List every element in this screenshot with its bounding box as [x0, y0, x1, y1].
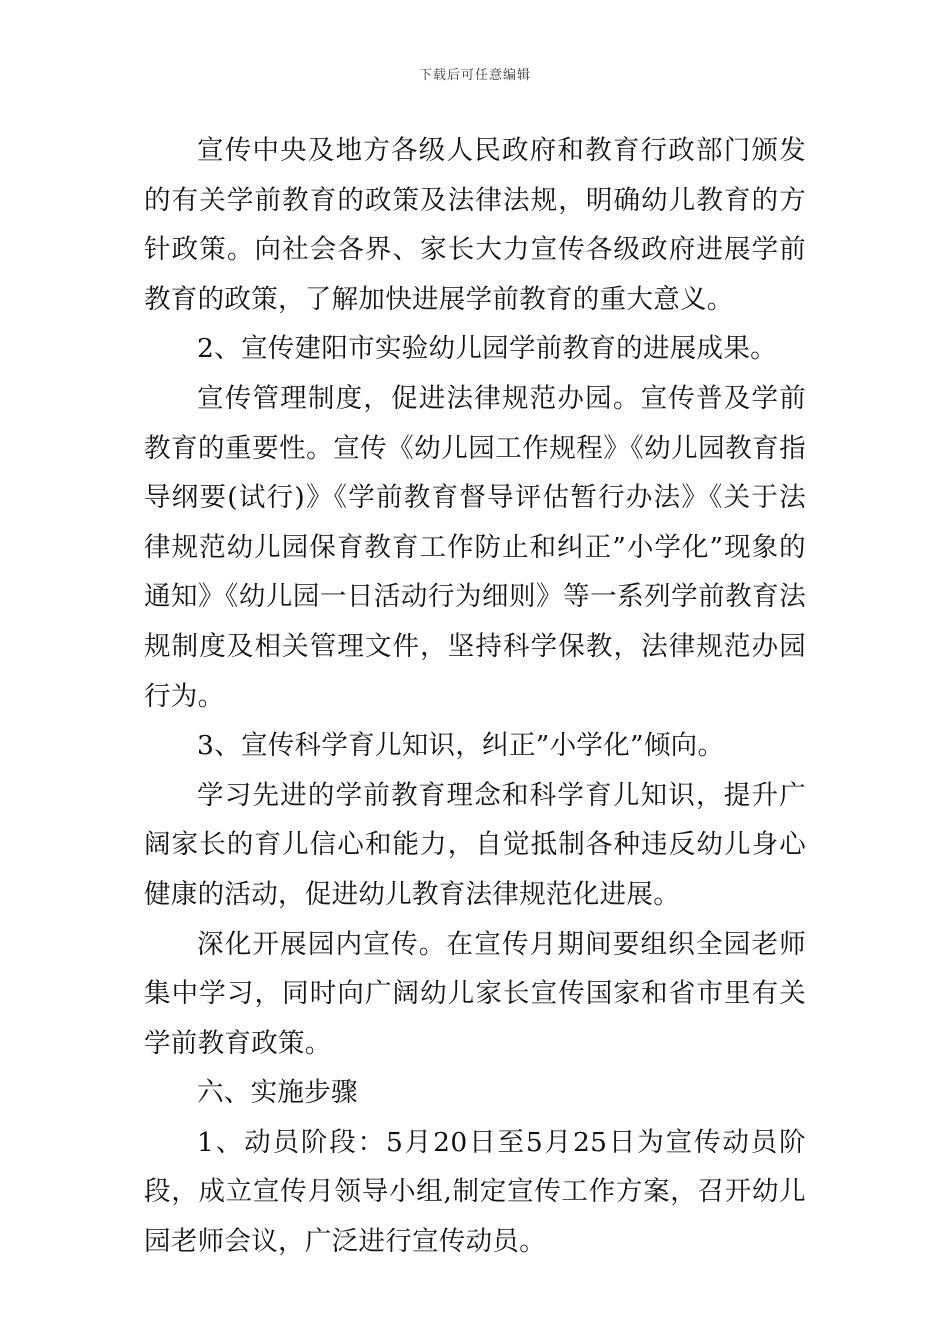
paragraph-mobilization-stage: 1、动员阶段：5月20日至5月25日为宣传动员阶段，成立宣传月领导小组,制定宣传工作方案，召开幼儿园老师会议，广泛进行宣传动员。: [144, 1126, 806, 1258]
paragraph-management-system: 宣传管理制度，促进法律规范办园。宣传普及学前教育的重要性。宣传《幼儿园工作规程》《幼儿园教育指导纲要(试行)》《学前教育督导评估暂行办法》《关于法律规范幼儿园保育教育工作防止和纠正”小学化”现象的通知》《幼儿园一日活动行为细则》等一系列学前教育法规制度及相关管理文件，坚持科学保教，法律规范办园行为。: [144, 382, 806, 712]
paragraph-item-3-heading: 3、宣传科学育儿知识，纠正”小学化”倾向。: [197, 730, 725, 762]
paragraph-publicize-policies: 宣传中央及地方各级人民政府和教育行政部门颁发的有关学前教育的政策及法律法规，明确幼儿教育的方针政策。向社会各界、家长大力宣传各级政府进展学前教育的政策，了解加快进展学前教育的重大意义。: [144, 135, 806, 315]
paragraph-in-school-publicity: 深化开展园内宣传。在宣传月期间要组织全园老师集中学习，同时向广阔幼儿家长宣传国家和省市里有关学前教育政策。: [144, 928, 806, 1059]
header-editable-note: 下载后可任意编辑: [418, 68, 531, 83]
section-heading-implementation-steps: 六、实施步骤: [197, 1077, 358, 1109]
paragraph-learning-concepts: 学习先进的学前教育理念和科学育儿知识，提升广阔家长的育儿信心和能力，自觉抵制各种违反幼儿身心健康的活动，促进幼儿教育法律规范化进展。: [144, 779, 806, 910]
paragraph-item-2-heading: 2、宣传建阳市实验幼儿园学前教育的进展成果。: [197, 333, 777, 365]
document-body: [144, 126, 806, 1267]
